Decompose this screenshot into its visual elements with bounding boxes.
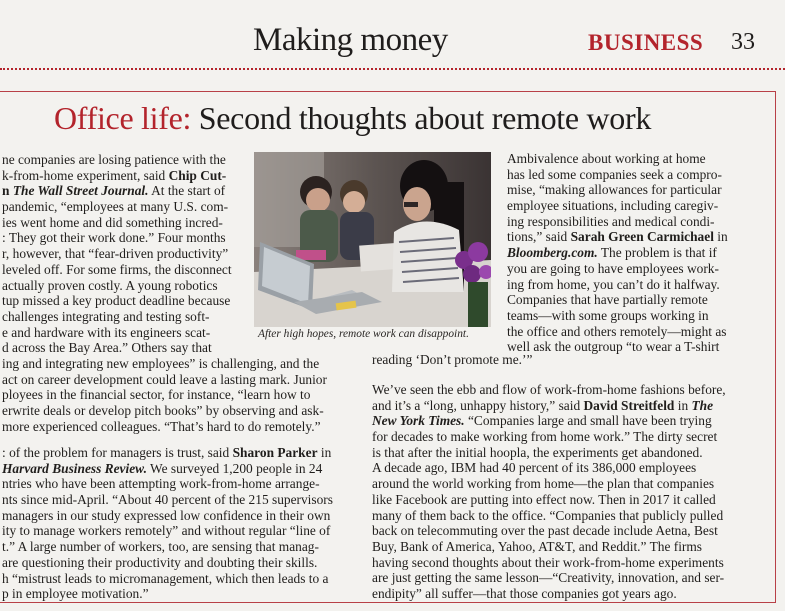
text-line: actually proven costly. A young robotics	[2, 277, 218, 293]
right-column	[507, 151, 728, 355]
text-line: ing from home, you can’t do it halfway.	[507, 276, 720, 292]
text-line: d across the Bay Area.” Others say that	[2, 340, 212, 356]
text-line: reading ‘Don’t promote me.’”	[372, 352, 533, 367]
text-line: teams—with some groups working in	[507, 307, 709, 323]
text-line: : They got their work done.” Four months	[2, 230, 226, 246]
photo-caption: After high hopes, remote work can disappoint.	[258, 328, 469, 340]
text-line: nts since mid-April. “About 40 percent of the 215 supervisors	[2, 492, 333, 508]
lower-left-column	[2, 445, 333, 602]
text-line: erwrite deals or develop pitch books” by observing and ask-	[2, 403, 324, 419]
text-line: : of the problem for managers is trust, said Sharon Parker in	[2, 445, 332, 460]
text-line: more experienced colleagues. “That’s hard to do remotely.”	[2, 418, 321, 434]
text-line: is that after the initial hoopla, the experiments get abandoned.	[372, 444, 703, 460]
text-line: ies went home and did something incred-	[2, 214, 223, 230]
text-line: back on telecommuting over the past decade include Aetna, Best	[372, 523, 718, 539]
text-line: employee situations, including caregiv-	[507, 198, 719, 214]
photo-illustration	[254, 152, 491, 327]
lower-right-column	[372, 382, 726, 602]
text-line: tions,” said Sarah Green Carmichael in	[507, 229, 728, 245]
section-name: BUSINESS	[588, 30, 704, 55]
text-line: are just getting the same lesson—“Creativity, innovation, and ser-	[372, 570, 725, 586]
text-line: r, however, that “fear-driven productivity”	[2, 246, 229, 262]
text-line: around the world working from home—the plan that companies	[372, 476, 715, 492]
page-number: 33	[731, 29, 755, 55]
text-line: tup missed a key product deadline because	[2, 293, 231, 309]
text-line: you are going to have employees work-	[507, 260, 719, 276]
text-line: h “mistrust leads to micromanagement, which then leads to a	[2, 570, 329, 586]
text-line: e and hardware with its engineers scat-	[2, 324, 211, 340]
text-line: are questioning their productivity and doubting their skills.	[2, 554, 318, 570]
text-line: has led some companies seek a compro-	[507, 166, 722, 182]
text-line: Companies that have partially remote	[507, 292, 708, 308]
text-line: Buy, Bank of America, Yahoo, AT&T, and Reddit.” The firms	[372, 538, 703, 554]
text-line: We’ve seen the ebb and flow of work-from-home fashions before,	[372, 382, 726, 397]
text-line: ne companies are losing patience with the	[2, 152, 226, 167]
text-line: challenges integrating and testing soft-	[2, 308, 210, 324]
text-line: endipity” all suffer—that those companies got years ago.	[372, 585, 677, 601]
text-line: act on career development could leave a lasting mark. Junior	[2, 371, 327, 387]
text-line: having second thoughts about their work-from-home experiments	[372, 554, 724, 570]
section-title: Making money	[253, 22, 448, 58]
text-line: n The Wall Street Journal. At the start of	[2, 183, 226, 199]
left-column-wide	[2, 356, 327, 434]
text-line: well ask the outgroup “to wear a T-shirt	[507, 339, 720, 355]
headline-kicker: Office life:	[54, 100, 192, 136]
text-line: and it’s a “long, unhappy history,” said David Streitfeld in The	[372, 397, 714, 413]
text-line: ing responsibilities and medical condi-	[507, 213, 715, 229]
text-line: mise, “making allowances for particular	[507, 182, 722, 198]
left-column	[2, 152, 232, 356]
text-line: managers in our study expressed low confidence in their own	[2, 507, 331, 523]
header-divider	[0, 68, 785, 70]
text-line: for decades to make working from home work.” The dirty secret	[372, 429, 718, 445]
text-line: A decade ago, IBM had 40 percent of its 386,000 employees	[372, 460, 697, 476]
text-line: New York Times. “Companies large and small have been trying	[372, 413, 712, 429]
text-line: many of them back to the office. “Companies that publicly pulled	[372, 507, 724, 523]
article-photo	[254, 152, 491, 327]
headline-title: Second thoughts about remote work	[198, 100, 652, 136]
text-line: Harvard Business Review. We surveyed 1,200 people in 24	[2, 460, 323, 476]
text-line: like Facebook are putting into effect now. Then in 2017 it called	[372, 491, 716, 507]
text-line: p in employee motivation.”	[2, 586, 149, 602]
text-line: k-from-home experiment, said Chip Cut-	[2, 167, 227, 183]
text-line: pandemic, “employees at many U.S. com-	[2, 199, 229, 215]
text-line: t.” A large number of workers, too, are sensing that manag-	[2, 539, 319, 555]
text-line: Ambivalence about working at home	[507, 151, 706, 166]
text-line: Bloomberg.com. The problem is that if	[507, 245, 717, 261]
text-line: ity to manage workers remotely” and without regular “line of	[2, 523, 331, 539]
text-line: ployees in the financial sector, for instance, “learn how to	[2, 387, 311, 403]
right-column-end	[372, 352, 532, 368]
text-line: ing and integrating new employees” is challenging, and the	[2, 356, 320, 371]
text-line: ntries who have been attempting work-from-home arrange-	[2, 476, 320, 492]
article-headline	[54, 100, 651, 137]
text-line: the office and others remotely—might as	[507, 323, 727, 339]
text-line: leveled off. For some firms, the disconnect	[2, 261, 232, 277]
